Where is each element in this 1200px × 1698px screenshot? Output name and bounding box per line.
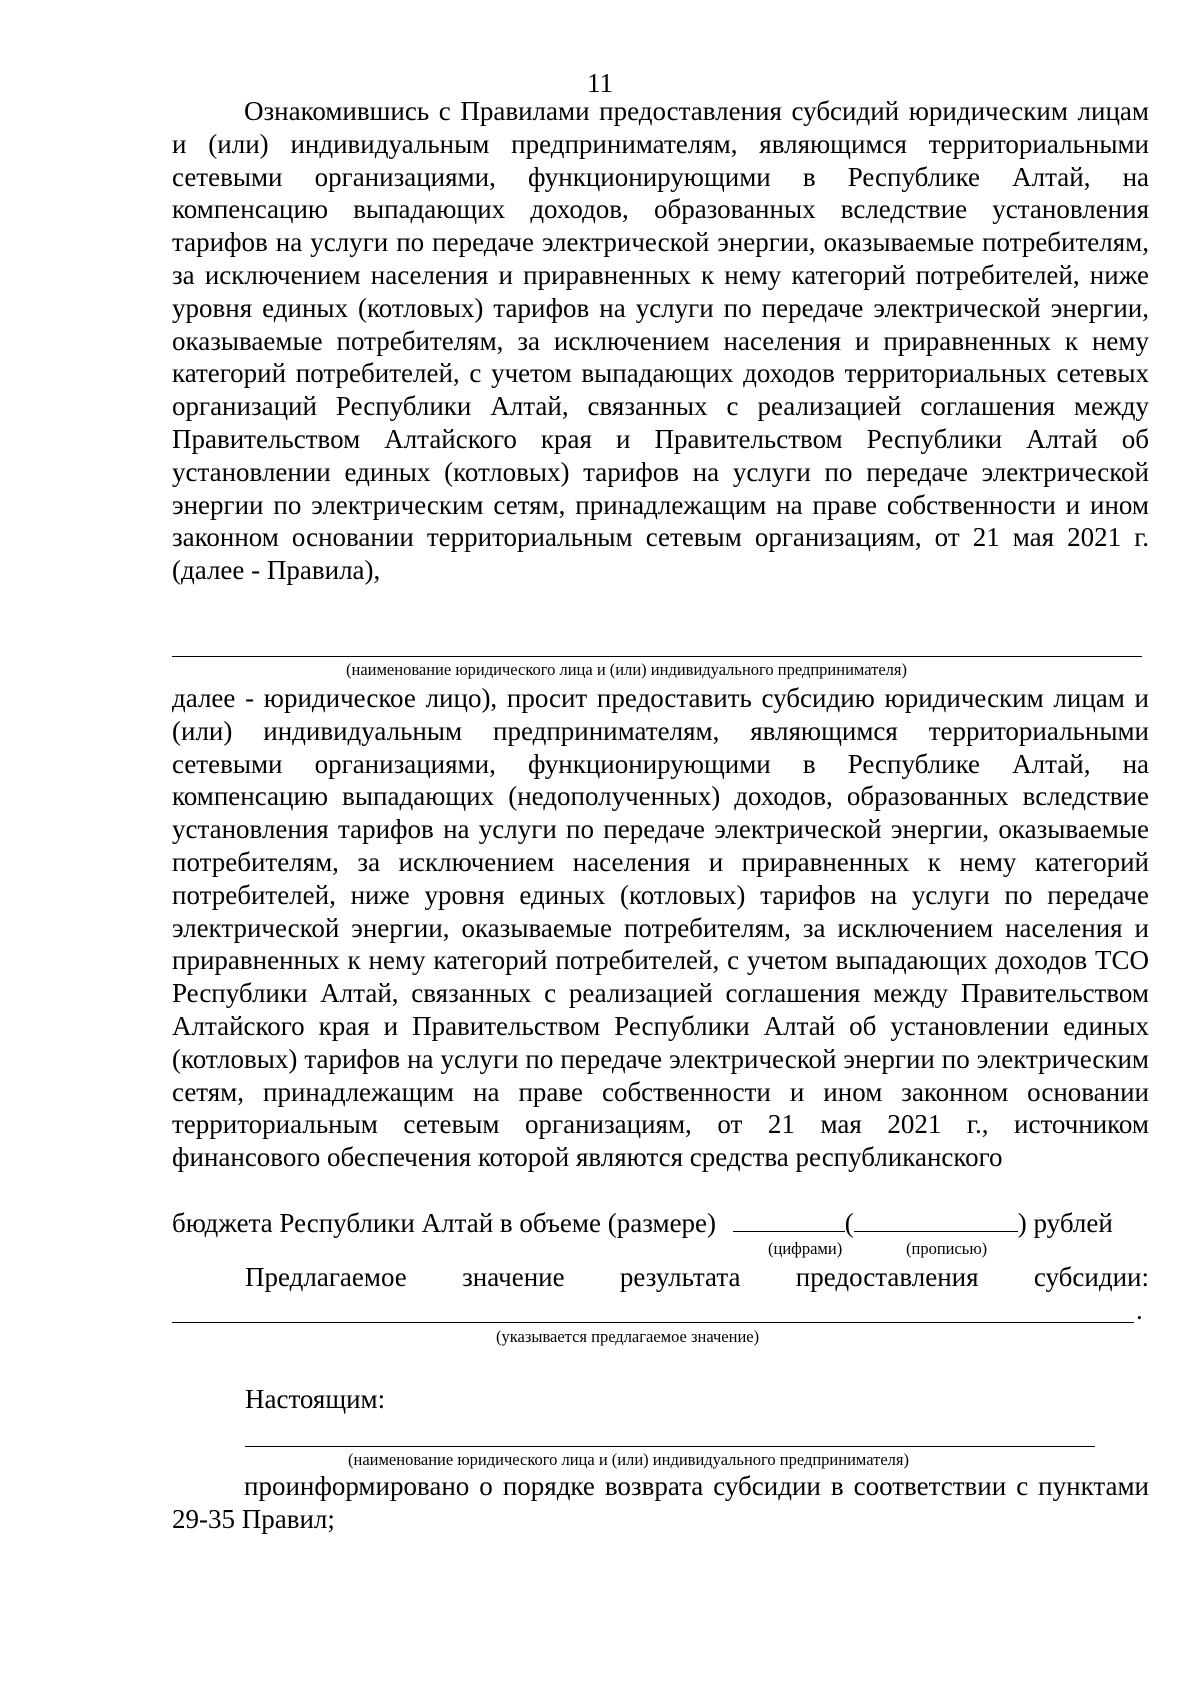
informed-name-caption: (наименование юридического лица и (или) индивидуального предпринимателя) — [348, 1450, 909, 1469]
amount-open-paren: ( — [844, 1208, 854, 1238]
result-word-2: значение — [462, 1262, 565, 1292]
result-word-5: субсидии: — [1033, 1262, 1149, 1292]
result-word-1: Предлагаемое — [245, 1262, 407, 1292]
result-word-4: предоставления — [795, 1262, 979, 1292]
result-end-mark: . — [1136, 1295, 1143, 1325]
amount-digits-blank[interactable] — [733, 1209, 845, 1232]
intro-paragraph: Ознакомившись с Правилами предоставления субсидий юридическим лицам и (или) индивидуальным предпринимателям, являющимся территориальными сетевыми организациями, функционирующими в Республике Алтай, на компенсацию выпадающих доходов, образованных вследствие установления тарифов на услуги по передаче электрической энергии, оказываемые потребителям, за исключением населения и приравненных к нему категорий потребителей, ниже уровня единых (котловых) тарифов на услуги по передаче электрической энергии, оказываемые потребителям, за исключением населения и приравненных к нему категорий потребителей, с учетом выпадающих доходов территориальных сетевых организаций Республики Алтай, связанных с реализацией соглашения между Правительством Алтайского края и Правительством Республики Алтай об установлении единых (котловых) тарифов на услуги по передаче электрической энергии по электрическим сетям, принадлежащим на праве собственности и ином законном основании территориальным сетевым организациям, от 21 мая 2021 г. (далее - Правила), — [172, 96, 1149, 586]
result-caption: (указывается предлагаемое значение) — [496, 1327, 760, 1346]
amount-line — [172, 1207, 1149, 1239]
request-paragraph: далее - юридическое лицо), просит предоставить субсидию юридическим лицам и (или) индивидуальным предпринимателям, являющимся территориальными сетевыми организациями, функционирующими в Республике Алтай, на компенсацию выпадающих (недополученных) доходов, образованных вследствие установления тарифов на услуги по передаче электрической энергии, оказываемые потребителям, за исключением населения и приравненных к нему категорий потребителей, ниже уровня единых (котловых) тарифов на услуги по передаче электрической энергии, оказываемые потребителям, за исключением населения и приравненных к нему категорий потребителей, с учетом выпадающих доходов ТСО Республики Алтай, связанных с реализацией соглашения между Правительством Алтайского края и Правительством Республики Алтай об установлении единых (котловых) тарифов на услуги по передаче электрической энергии по электрическим сетям, принадлежащим на праве собственности и ином законном основании территориальным сетевым организациям, от 21 мая 2021 г., источником финансового обеспечения которой являются средства республиканского — [172, 683, 1149, 1173]
amount-words-blank[interactable] — [854, 1209, 1018, 1232]
amount-close-paren-suffix: ) рублей — [1017, 1208, 1113, 1238]
result-heading — [245, 1261, 1149, 1293]
applicant-name-line — [172, 656, 1142, 657]
applicant-name-caption: (наименование юридического лица и (или) индивидуального предпринимателя) — [346, 660, 907, 679]
result-word-3: результата — [619, 1262, 741, 1292]
hereby-label: Настоящим: — [245, 1384, 386, 1414]
page-number: 11 — [587, 68, 613, 98]
amount-words-caption: (прописью) — [906, 1239, 988, 1258]
informed-name-line — [245, 1446, 1095, 1447]
amount-digits-caption: (цифрами) — [768, 1239, 843, 1258]
result-value-line — [172, 1322, 1134, 1323]
amount-line-prefix: бюджета Республики Алтай в объеме (размере) — [172, 1208, 717, 1238]
informed-paragraph: проинформировано о порядке возврата субсидии в соответствии с пунктами 29-35 Правил; — [172, 1471, 1149, 1534]
